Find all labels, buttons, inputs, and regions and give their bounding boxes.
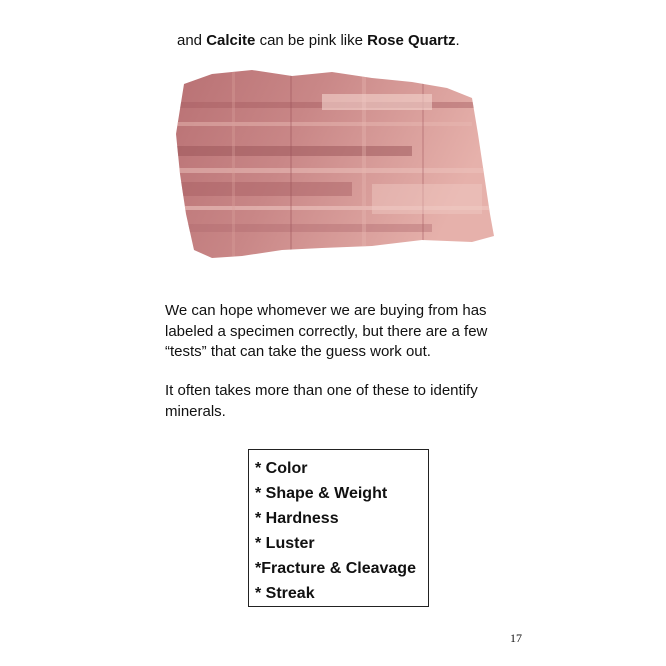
list-item: * Luster xyxy=(255,535,315,552)
rose-quartz-term: Rose Quartz xyxy=(367,32,456,49)
mineral-tests-list xyxy=(255,456,428,606)
calcite-term: Calcite xyxy=(206,32,256,49)
mineral-tests-box xyxy=(248,449,429,607)
pink-calcite-specimen-image xyxy=(172,64,494,264)
list-item: * Hardness xyxy=(255,510,339,527)
buying-tests-paragraph: We can hope whomever we are buying from has labeled a specimen correctly, but there are a few “tests” that can take the guess work out. xyxy=(165,302,488,360)
intro-prefix: and xyxy=(177,32,207,49)
list-item: * Streak xyxy=(255,585,315,602)
intro-middle: can be pink like xyxy=(255,32,368,49)
list-item: * Shape & Weight xyxy=(255,485,388,502)
specimen-body xyxy=(172,64,494,264)
intro-suffix: . xyxy=(455,32,460,49)
intro-sentence xyxy=(177,31,460,51)
list-item: *Fracture & Cleavage xyxy=(255,560,416,577)
identify-minerals-paragraph: It often takes more than one of these to identify minerals. xyxy=(165,382,478,420)
list-item: * Color xyxy=(255,460,308,477)
page-number: 17 xyxy=(510,631,522,645)
